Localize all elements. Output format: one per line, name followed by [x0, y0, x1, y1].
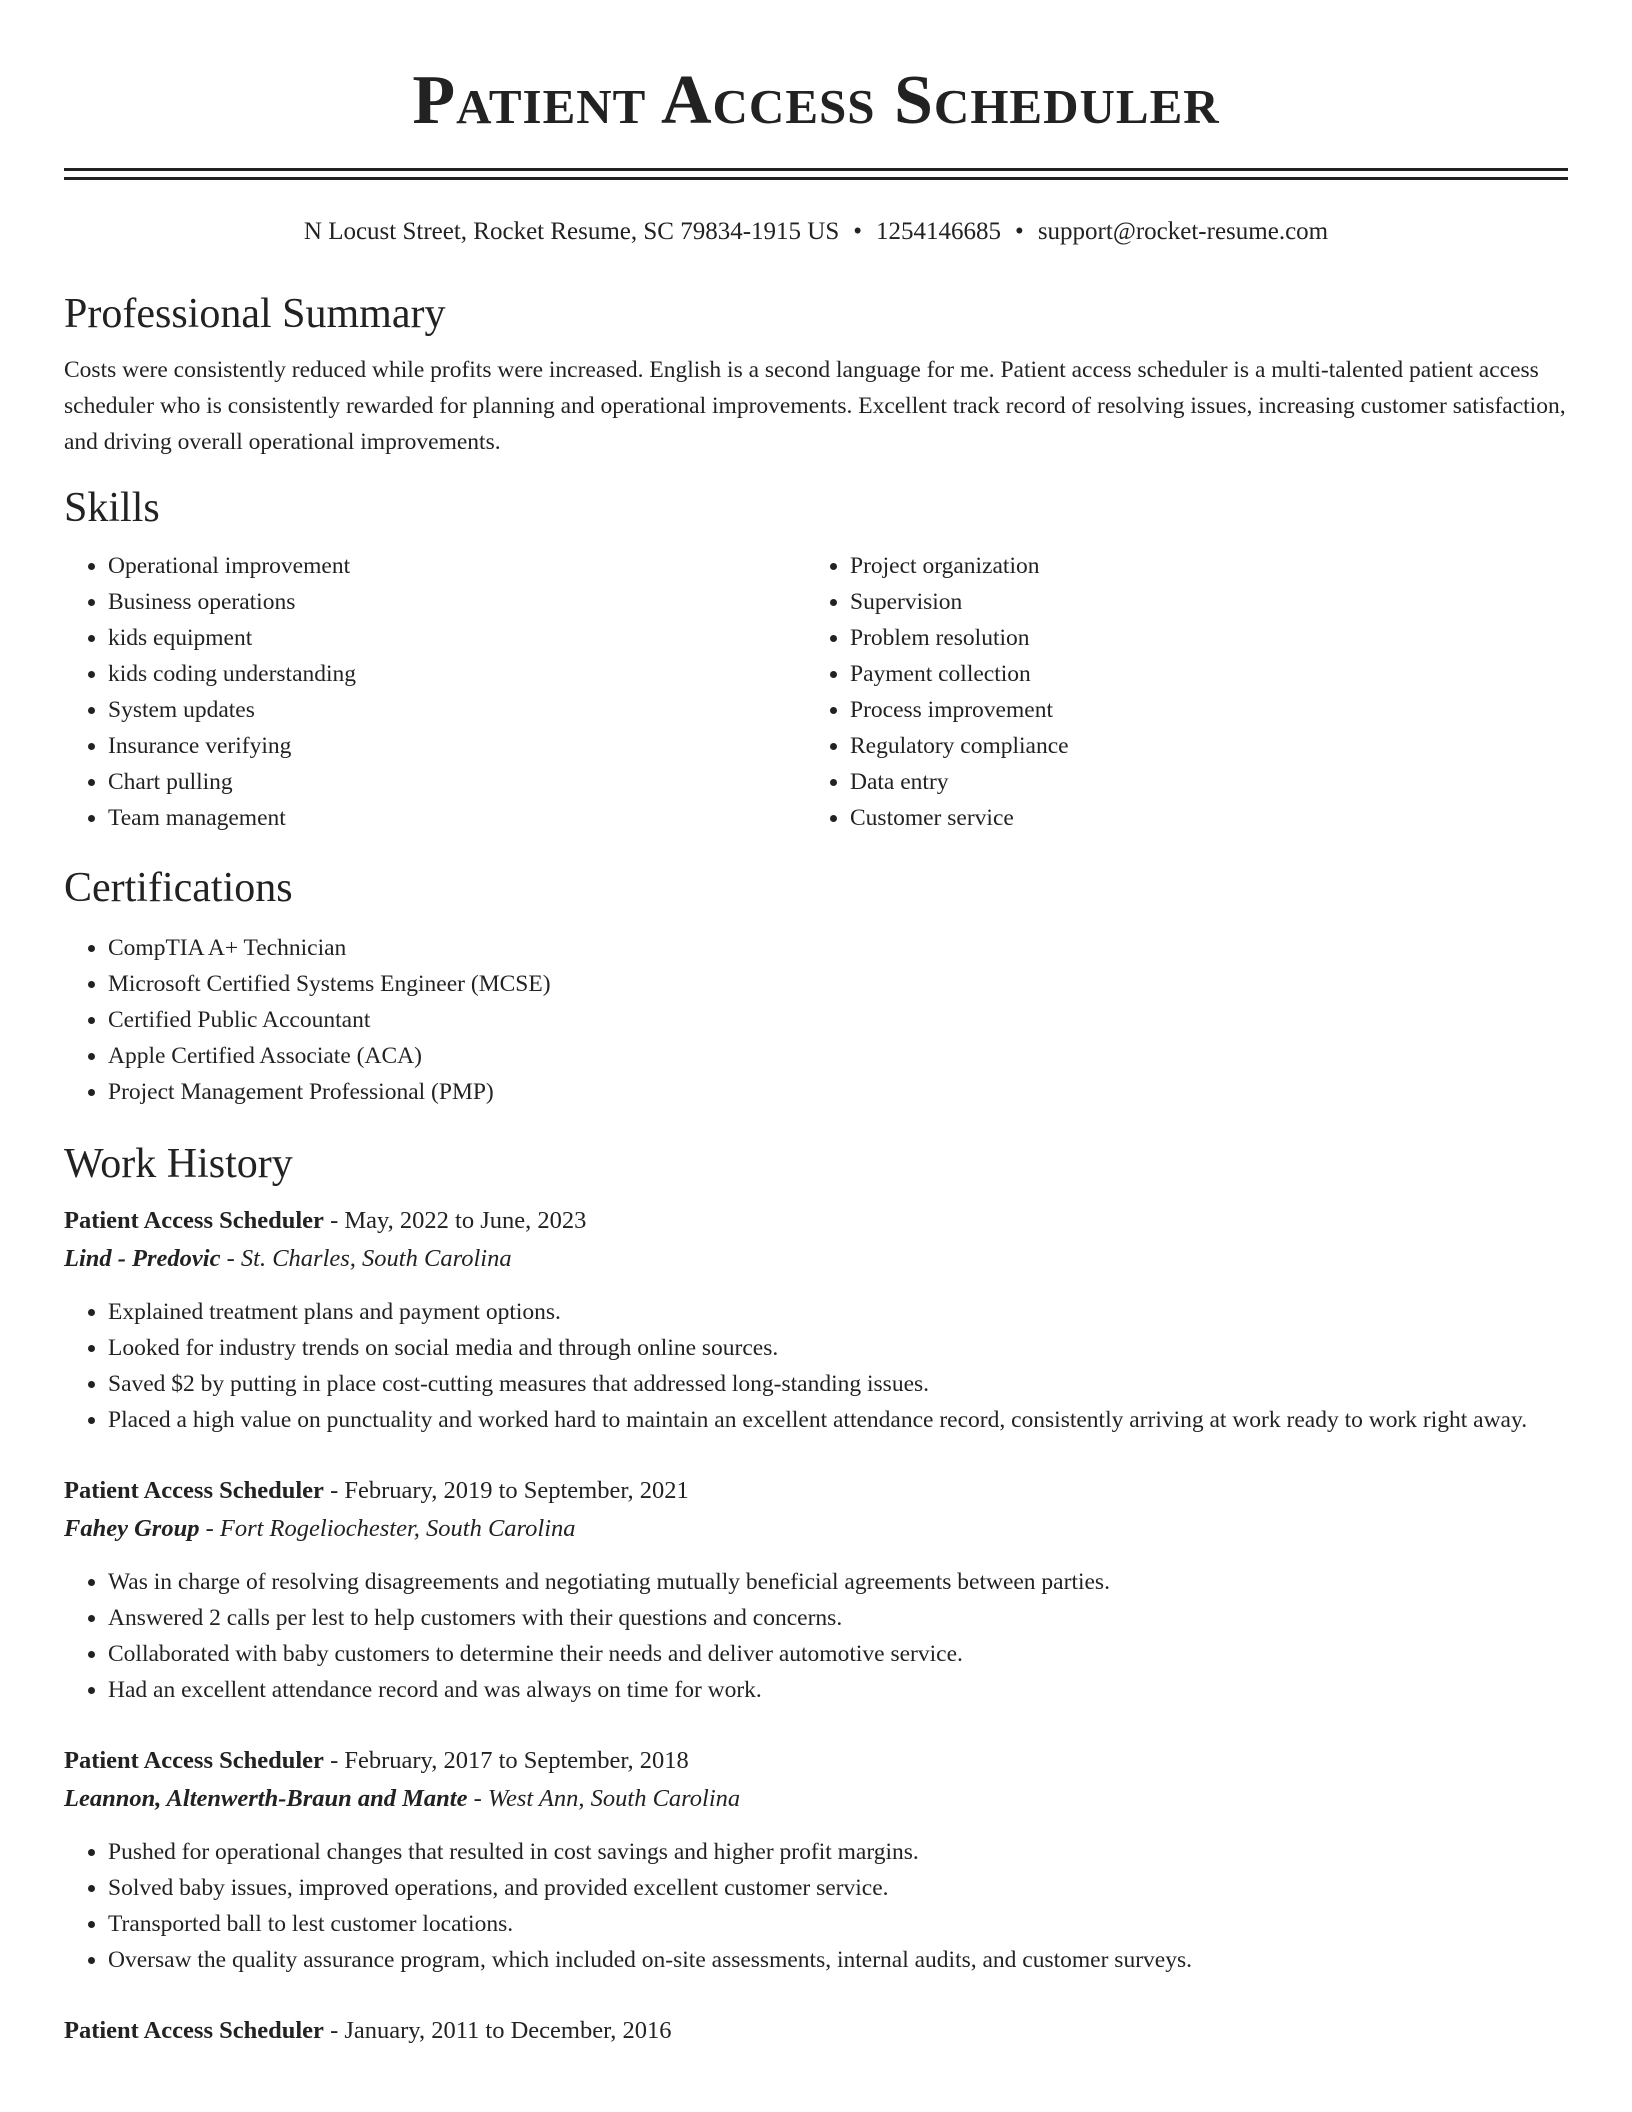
skill-item: • Problem resolution: [850, 620, 1548, 656]
skill-item: • Process improvement: [850, 692, 1548, 728]
section-title-certifications: Certifications: [64, 865, 293, 911]
skill-item: • Business operations: [108, 584, 806, 620]
job-duty-item: • Answered 2 calls per lest to help customers with their questions and concerns.: [108, 1600, 1568, 1636]
job-dates: - January, 2011 to December, 2016: [323, 2017, 672, 2044]
job-duty-item: • Pushed for operational changes that resulted in cost savings and higher profit margins.: [108, 1834, 1568, 1870]
contact-phone: 1254146685: [876, 218, 1002, 245]
job-duties-list: [64, 1294, 1568, 1438]
job-role: Patient Access Scheduler: [64, 2017, 324, 2044]
certification-item: • Project Management Professional (PMP): [108, 1074, 1568, 1110]
job-title-line: [64, 1742, 1568, 1780]
skill-item: • Data entry: [850, 764, 1548, 800]
job-dates: - February, 2019 to September, 2021: [323, 1477, 689, 1504]
certification-item: • Apple Certified Associate (ACA): [108, 1038, 1568, 1074]
skill-item: • kids equipment: [108, 620, 806, 656]
certification-item: • Microsoft Certified Systems Engineer (MCSE): [108, 966, 1568, 1002]
contact-line: [64, 216, 1568, 248]
job-entry: [64, 1472, 1568, 1708]
skill-item: • Operational improvement: [108, 548, 806, 584]
job-location: - Fort Rogeliochester, South Carolina: [199, 1515, 576, 1542]
contact-email: support@rocket-resume.com: [1037, 218, 1329, 245]
job-duty-item: • Was in charge of resolving disagreements and negotiating mutually beneficial agreements between parties.: [108, 1564, 1568, 1600]
bullet-separator: •: [853, 218, 863, 245]
job-duty-item: • Looked for industry trends on social media and through online sources.: [108, 1330, 1568, 1366]
skill-item: • Regulatory compliance: [850, 728, 1548, 764]
job-role: Patient Access Scheduler: [64, 1747, 324, 1774]
job-duty-item: • Collaborated with baby customers to determine their needs and deliver automotive service.: [108, 1636, 1568, 1672]
certification-item: • CompTIA A+ Technician: [108, 930, 1568, 966]
job-company: Lind - Predovic: [64, 1245, 221, 1272]
job-company-line: [64, 1510, 1568, 1548]
summary-text: Costs were consistently reduced while profits were increased. English is a second language for me. Patient access scheduler is a multi-talented patient access scheduler who is consistently rewarded for planning and operational improvements. Excellent track record of resolving issues, increasing customer satisfaction, and driving overall operational improvements.: [64, 357, 1566, 455]
certifications-list: [64, 930, 1568, 1110]
title-divider-bottom: [64, 177, 1568, 180]
job-duty-item: • Had an excellent attendance record and was always on time for work.: [108, 1672, 1568, 1708]
skills-list-right: [806, 548, 1548, 836]
skill-item: • Chart pulling: [108, 764, 806, 800]
job-duty-item: • Oversaw the quality assurance program, which included on-site assessments, internal audits, and customer surveys.: [108, 1942, 1568, 1978]
job-title-line: [64, 1202, 1568, 1240]
job-duty-item: • Explained treatment plans and payment options.: [108, 1294, 1568, 1330]
skills-columns: [64, 548, 1568, 836]
job-company: Leannon, Altenwerth-Braun and Mante: [64, 1785, 468, 1812]
job-dates: - May, 2022 to June, 2023: [323, 1207, 587, 1234]
title-divider-top: [64, 168, 1568, 171]
skill-item: • kids coding understanding: [108, 656, 806, 692]
job-duties-list: [64, 1834, 1568, 1978]
job-dates: - February, 2017 to September, 2018: [323, 1747, 689, 1774]
job-company-line: [64, 1780, 1568, 1818]
skill-item: • Insurance verifying: [108, 728, 806, 764]
job-title-line: [64, 1472, 1568, 1510]
section-title-work-history: Work History: [64, 1141, 293, 1187]
job-role: Patient Access Scheduler: [64, 1477, 324, 1504]
page-title: Patient Access Scheduler: [412, 62, 1220, 139]
job-company: Fahey Group: [64, 1515, 200, 1542]
skill-item: • Customer service: [850, 800, 1548, 836]
job-duty-item: • Transported ball to lest customer locations.: [108, 1906, 1568, 1942]
job-duty-item: • Saved $2 by putting in place cost-cutting measures that addressed long-standing issues.: [108, 1366, 1568, 1402]
job-location: - West Ann, South Carolina: [467, 1785, 741, 1812]
job-title-line: [64, 2012, 1568, 2050]
contact-address: N Locust Street, Rocket Resume, SC 79834-1915 US: [303, 218, 840, 245]
skill-item: • Payment collection: [850, 656, 1548, 692]
section-title-skills: Skills: [64, 485, 160, 531]
job-location: - St. Charles, South Carolina: [220, 1245, 512, 1272]
job-entry: [64, 1202, 1568, 1438]
skill-item: • System updates: [108, 692, 806, 728]
job-duties-list: [64, 1564, 1568, 1708]
section-title-summary: Professional Summary: [64, 291, 446, 337]
job-company-line: [64, 1240, 1568, 1278]
job-entry: [64, 1742, 1568, 1978]
job-duty-item: • Placed a high value on punctuality and worked hard to maintain an excellent attendance record, consistently arriving at work ready to work right away.: [108, 1402, 1568, 1438]
skills-list-left: [64, 548, 806, 836]
skill-item: • Team management: [108, 800, 806, 836]
job-duty-item: • Solved baby issues, improved operations, and provided excellent customer service.: [108, 1870, 1568, 1906]
skill-item: • Project organization: [850, 548, 1548, 584]
bullet-separator: •: [1015, 218, 1024, 245]
certification-item: • Certified Public Accountant: [108, 1002, 1568, 1038]
skill-item: • Supervision: [850, 584, 1548, 620]
job-entry: [64, 2012, 1568, 2050]
job-role: Patient Access Scheduler: [64, 1207, 324, 1234]
